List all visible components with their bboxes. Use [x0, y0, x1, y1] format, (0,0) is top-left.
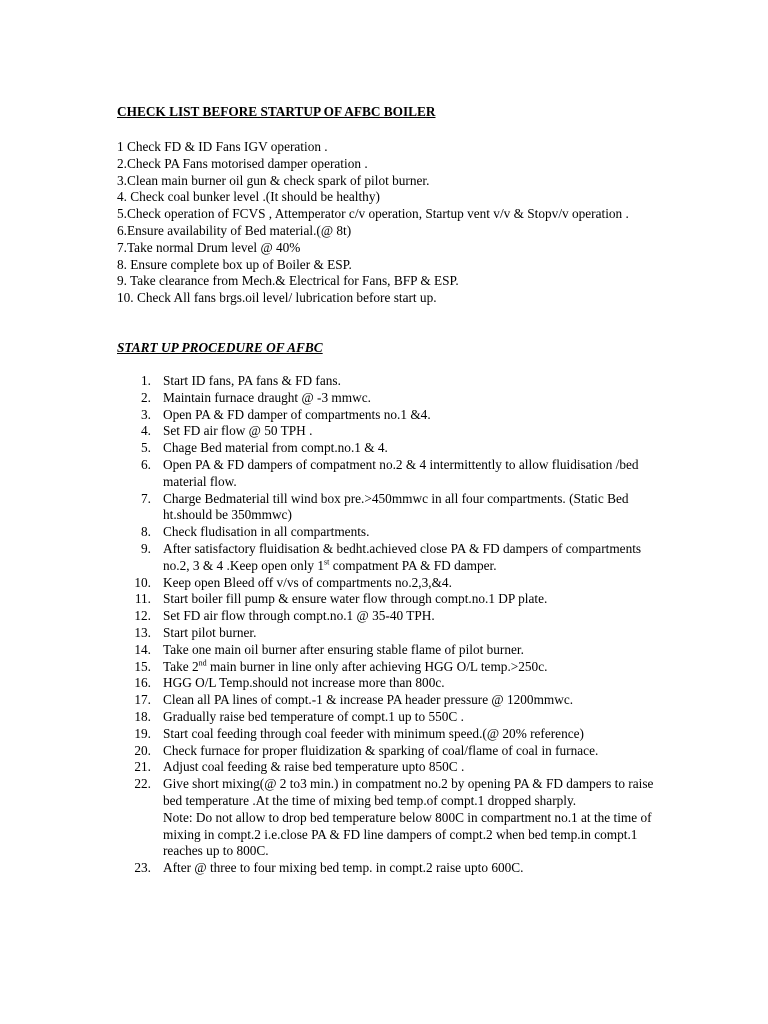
procedure-step [117, 759, 657, 776]
procedure-step [117, 440, 657, 457]
procedure-step [117, 407, 657, 424]
step-number: 17. [134, 692, 151, 708]
ordinal-suffix: st [324, 557, 330, 567]
step-text: Check furnace for proper fluidization & sparking of coal/flame of coal in furnace. [163, 742, 599, 758]
checklist-item: 9. Take clearance from Mech.& Electrical for Fans, BFP & ESP. [117, 273, 459, 289]
step-text: Open PA & FD damper of compartments no.1 &4. [163, 406, 431, 422]
step-number: 4. [141, 423, 151, 439]
step-number: 15. [134, 658, 151, 674]
procedure-step [117, 675, 657, 692]
step-text: Set FD air flow @ 50 TPH . [163, 423, 313, 439]
step-text: Keep open Bleed off v/vs of compartments no.2,3,&4. [163, 574, 452, 590]
step-text-part: Take 2 [163, 658, 199, 674]
procedure-step [117, 591, 657, 608]
step-text: Maintain furnace draught @ -3 mmwc. [163, 389, 371, 405]
checklist-item: 6.Ensure availability of Bed material.(@ 8t) [117, 222, 352, 238]
checklist-item: 3.Clean main burner oil gun & check spark of pilot burner. [117, 172, 430, 188]
step-text: Charge Bedmaterial till wind box pre.>450mmwc in all four compartments. (Static Bed ht.should be 350mmwc) [163, 490, 629, 523]
procedure-step [117, 692, 657, 709]
step-number: 9. [141, 540, 151, 556]
procedure-step [117, 491, 657, 525]
step-text [163, 541, 657, 575]
procedure-step [117, 575, 657, 592]
step-note: Note: Do not allow to drop bed temperature below 800C in compartment no.1 at the time of mixing in compt.2 i.e.close PA & FD line dampers of compt.2 when bed temp.in compt.1 reaches up to 800C. [163, 809, 652, 859]
step-number: 3. [141, 406, 151, 422]
step-text: Set FD air flow through compt.no.1 @ 35-40 TPH. [163, 608, 435, 624]
checklist-title: CHECK LIST BEFORE STARTUP OF AFBC BOILER [117, 104, 436, 119]
procedure-step [117, 373, 657, 390]
step-text: Take one main oil burner after ensuring stable flame of pilot burner. [163, 641, 524, 657]
step-number: 2. [141, 389, 151, 405]
step-number: 23. [134, 860, 151, 876]
procedure-step [117, 524, 657, 541]
step-text-part: After satisfactory fluidisation & bedht.achieved close PA & FD dampers of compartments no.2, 3 & 4 .Keep open only 1 [163, 540, 642, 573]
step-number: 8. [141, 524, 151, 540]
step-number: 6. [141, 456, 151, 472]
step-text [163, 659, 657, 676]
procedure-step [117, 541, 657, 575]
step-text-part: compatment PA & FD damper. [329, 557, 497, 573]
checklist-item: 2.Check PA Fans motorised damper operation . [117, 155, 368, 171]
checklist-item: 8. Ensure complete box up of Boiler & ESP. [117, 256, 352, 272]
step-text: Chage Bed material from compt.no.1 & 4. [163, 440, 388, 456]
procedure-step [117, 776, 657, 860]
step-number: 5. [141, 440, 151, 456]
step-text: Give short mixing(@ 2 to3 min.) in compatment no.2 by opening PA & FD dampers to raise bed temperature .At the time of mixing bed temp.of compt.1 dropped sharply. [163, 776, 654, 808]
step-number: 19. [134, 725, 151, 741]
step-text: Start coal feeding through coal feeder with minimum speed.(@ 20% reference) [163, 725, 584, 741]
procedure-step [117, 659, 657, 676]
procedure-step [117, 423, 657, 440]
step-text-part: main burner in line only after achieving HGG O/L temp.>250c. [206, 658, 548, 674]
step-number: 18. [134, 708, 151, 724]
step-number: 12. [134, 608, 151, 624]
step-number: 16. [134, 675, 151, 691]
procedure-step [117, 709, 657, 726]
procedure-step [117, 390, 657, 407]
step-text: Clean all PA lines of compt.-1 & increase PA header pressure @ 1200mmwc. [163, 692, 574, 708]
procedure-step [117, 860, 657, 877]
procedure-title: START UP PROCEDURE OF AFBC [117, 340, 323, 355]
step-number: 14. [134, 641, 151, 657]
procedure-step [117, 608, 657, 625]
step-number: 10. [134, 574, 151, 590]
checklist-item: 10. Check All fans brgs.oil level/ lubrication before start up. [117, 290, 437, 306]
step-text: After @ three to four mixing bed temp. in compt.2 raise upto 600C. [163, 860, 524, 876]
checklist-item: 1 Check FD & ID Fans IGV operation . [117, 139, 328, 154]
step-number: 13. [134, 624, 151, 640]
step-number: 1. [141, 373, 151, 388]
procedure-step [117, 625, 657, 642]
step-number: 7. [141, 490, 151, 506]
step-number: 22. [134, 776, 151, 792]
checklist [117, 139, 677, 307]
step-number: 21. [134, 759, 151, 775]
step-text: Check fludisation in all compartments. [163, 524, 370, 540]
procedure-step [117, 726, 657, 743]
procedure-step [117, 743, 657, 760]
step-text: Start pilot burner. [163, 624, 257, 640]
ordinal-suffix: nd [198, 658, 207, 668]
checklist-item: 5.Check operation of FCVS , Attemperator c/v operation, Startup vent v/v & Stopv/v operation . [117, 206, 629, 222]
step-text: Open PA & FD dampers of compatment no.2 & 4 intermittently to allow fluidisation /bed material flow. [163, 456, 639, 489]
checklist-item: 7.Take normal Drum level @ 40% [117, 239, 301, 255]
procedure-step [117, 457, 657, 491]
step-text: Gradually raise bed temperature of compt.1 up to 550C . [163, 708, 464, 724]
step-text: Start boiler fill pump & ensure water flow through compt.no.1 DP plate. [163, 591, 548, 607]
procedure-steps [117, 373, 657, 877]
step-text: HGG O/L Temp.should not increase more than 800c. [163, 675, 445, 691]
step-number: 20. [134, 742, 151, 758]
checklist-item: 4. Check coal bunker level .(It should be healthy) [117, 189, 380, 205]
step-number: 11. [134, 591, 151, 607]
procedure-step [117, 642, 657, 659]
step-text: Start ID fans, PA fans & FD fans. [163, 373, 341, 388]
step-text: Adjust coal feeding & raise bed temperature upto 850C . [163, 759, 465, 775]
